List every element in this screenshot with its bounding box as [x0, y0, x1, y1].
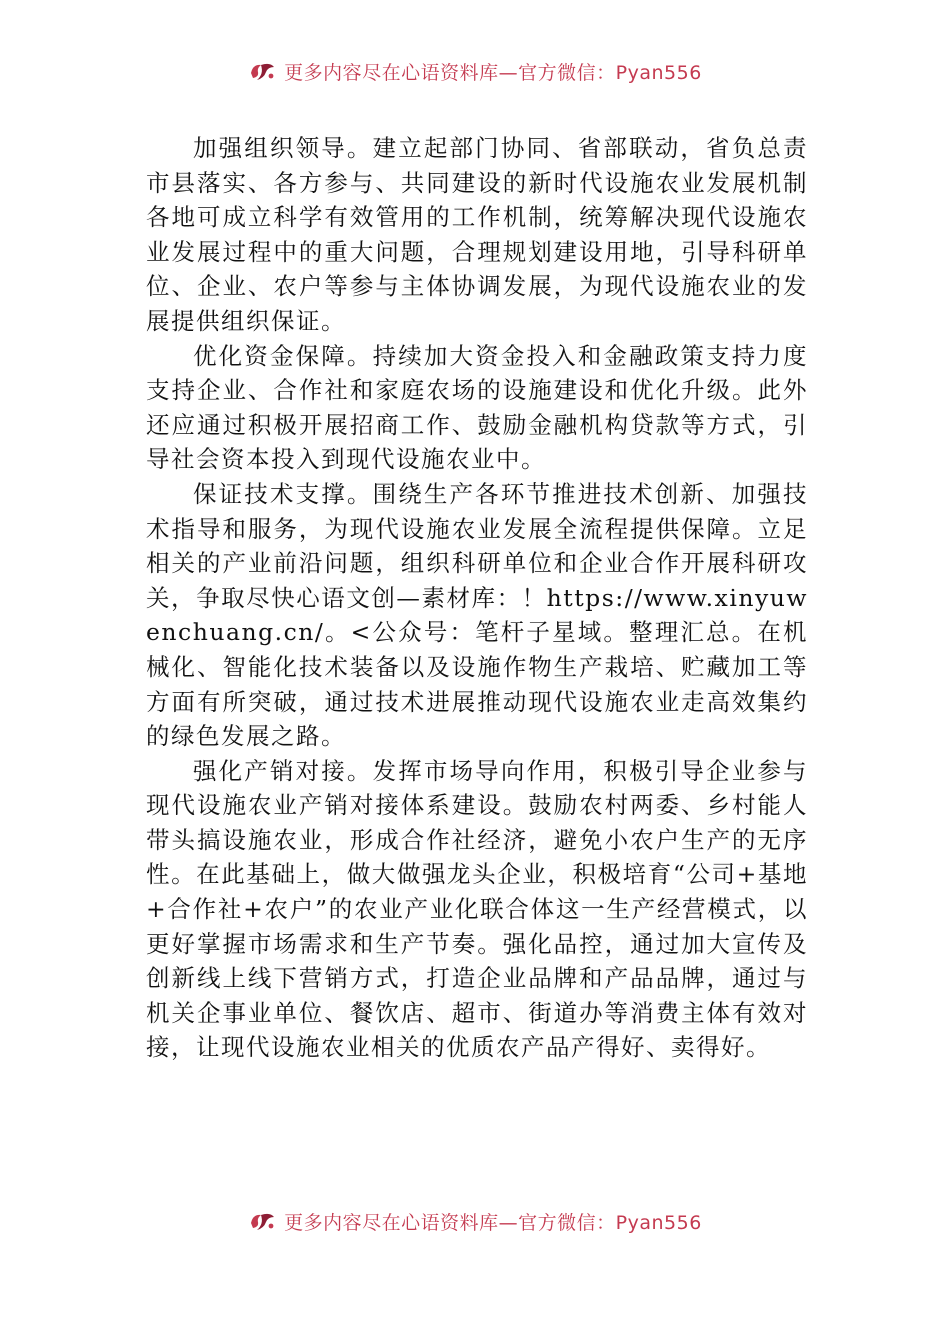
paragraph-funding-guarantee: 优化资金保障。持续加大资金投入和金融政策支持力度支持企业、合作社和家庭农场的设施建设和优化升级。此外还应通过积极开展招商工作、鼓励金融机构贷款等方式，引导社会资本投入到现代设施农业中。 — [146, 341, 808, 474]
footer-banner — [0, 1206, 950, 1236]
header-banner — [0, 56, 950, 86]
document-body — [146, 131, 808, 1065]
header-banner-text: 更多内容尽在心语资料库—官方微信：Pyan556 — [284, 61, 702, 84]
footer-banner-text: 更多内容尽在心语资料库—官方微信：Pyan556 — [284, 1211, 702, 1234]
brand-logo-icon — [248, 1209, 278, 1233]
paragraph-technical-support: 保证技术支撑。围绕生产各环节推进技术创新、加强技术指导和服务，为现代设施农业发展全流程提供保障。立足相关的产业前沿问题，组织科研单位和企业合作开展科研攻关，争取尽快心语文创—素材库：！https://www.xinyuwenchuang.cn/。<公众号：笔杆子星域。整理汇总。在机械化、智能化技术装备以及设施作物生产栽培、贮藏加工等方面有所突破，通过技术进展推动现代设施农业走高效集约的绿色发展之路。 — [146, 479, 808, 751]
paragraph-organization-leadership: 加强组织领导。建立起部门协同、省部联动，省负总责市县落实、各方参与、共同建设的新时代设施农业发展机制各地可成立科学有效管用的工作机制，统筹解决现代设施农业发展过程中的重大问题，合理规划建设用地，引导科研单位、企业、农户等参与主体协调发展，为现代设施农业的发展提供组织保证。 — [146, 134, 808, 335]
paragraph-production-marketing: 强化产销对接。发挥市场导向作用，积极引导企业参与现代设施农业产销对接体系建设。鼓励农村两委、乡村能人带头搞设施农业，形成合作社经济，避免小农户生产的无序性。在此基础上，做大做强龙头企业，积极培育“公司+基地+合作社+农户”的农业产业化联合体这一生产经营模式，以更好掌握市场需求和生产节奏。强化品控，通过加大宣传及创新线上线下营销方式，打造企业品牌和产品品牌，通过与机关企事业单位、餐饮店、超市、街道办等消费主体有效对接，让现代设施农业相关的优质农产品产得好、卖得好。 — [146, 756, 808, 1062]
brand-logo-icon — [248, 59, 278, 83]
